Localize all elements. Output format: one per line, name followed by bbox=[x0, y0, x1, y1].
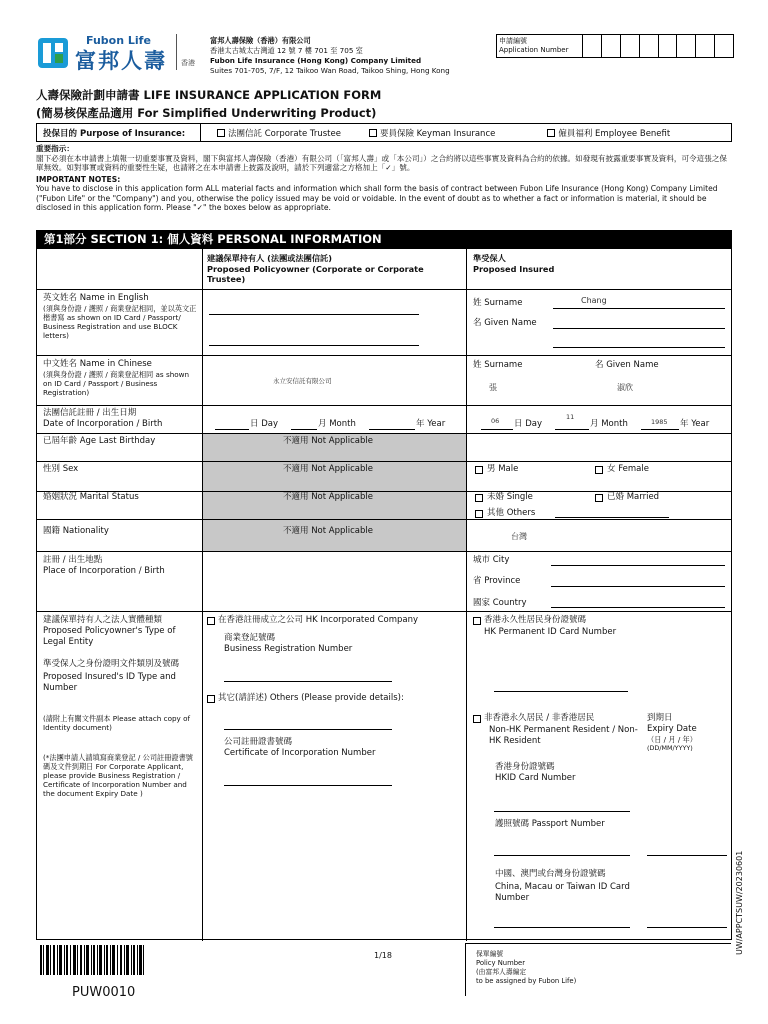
appno-digit-field[interactable] bbox=[640, 35, 659, 57]
checkbox[interactable] bbox=[475, 494, 483, 502]
owner-name-en-field-2[interactable] bbox=[209, 345, 419, 346]
owner-name-zh-value: 永立安信託有限公司 bbox=[273, 377, 332, 385]
checkbox[interactable] bbox=[595, 466, 603, 474]
age-label: 已屆年齡 Age Last Birthday bbox=[43, 436, 156, 446]
dob-label bbox=[43, 408, 199, 430]
marital-na-text: 不適用 Not Applicable bbox=[283, 492, 373, 502]
hk-incorporated-option[interactable] bbox=[207, 615, 418, 626]
owner-column-header bbox=[207, 253, 462, 285]
label-zh: 法團信託註冊 / 出生日期 bbox=[43, 408, 137, 418]
label-zh: 到期日 bbox=[647, 713, 673, 723]
surname-field[interactable] bbox=[553, 308, 725, 309]
purpose-option-corporate-trustee[interactable] bbox=[217, 127, 341, 139]
checkbox[interactable] bbox=[475, 466, 483, 474]
company-name-en: Fubon Life Insurance (Hong Kong) Company Limited bbox=[210, 56, 422, 65]
year-label: 年 Year bbox=[680, 419, 710, 429]
insured-day-value: 06 bbox=[491, 417, 500, 425]
month-label: 月 Month bbox=[318, 419, 356, 429]
label-en: Proposed Insured's ID Type and Number bbox=[43, 672, 176, 693]
option-label: 未婚 Single bbox=[487, 492, 533, 502]
section-1-header: 第1部分 SECTION 1: 個人資料 PERSONAL INFORMATION bbox=[36, 230, 732, 248]
notice-heading-en: IMPORTANT NOTES: bbox=[36, 174, 121, 184]
cmt-id-label bbox=[495, 869, 635, 904]
label: 英文姓名 Name in English bbox=[43, 293, 149, 303]
label: 中文姓名 Name in Chinese bbox=[43, 359, 152, 369]
checkbox[interactable] bbox=[473, 617, 481, 625]
application-number-box bbox=[496, 34, 734, 58]
option-label: 要員保險 Keyman Insurance bbox=[379, 128, 496, 139]
marital-others-option[interactable] bbox=[475, 508, 535, 519]
hk-permanent-option[interactable] bbox=[473, 615, 586, 626]
assigned-note-en: to be assigned by Fubon Life) bbox=[476, 977, 577, 985]
format-en: (DD/MM/YYYY) bbox=[647, 744, 693, 752]
province-label: 省 Province bbox=[473, 576, 521, 586]
expiry-date-label bbox=[647, 713, 697, 753]
owner-year-field[interactable] bbox=[369, 429, 415, 430]
insured-header-en: Proposed Insured bbox=[473, 263, 555, 274]
cmt-expiry-field[interactable] bbox=[647, 927, 727, 928]
company-address-en: Suites 701-705, 7/F, 12 Taikoo Wan Road, Taikoo Shing, Hong Kong bbox=[210, 66, 450, 75]
option-label: 其他 Others bbox=[487, 508, 536, 518]
insured-given-zh-value: 淑欣 bbox=[617, 383, 633, 392]
label-en: China, Macau or Taiwan ID Card Number bbox=[495, 882, 630, 903]
insured-month-field[interactable] bbox=[555, 429, 589, 430]
company-name-zh: 富邦人壽保險（香港）有限公司 bbox=[210, 36, 311, 45]
sex-na-text: 不適用 Not Applicable bbox=[283, 464, 373, 474]
owner-day-field[interactable] bbox=[215, 429, 249, 430]
sex-male-option[interactable] bbox=[475, 464, 518, 475]
others-detail-field[interactable] bbox=[224, 729, 392, 730]
surname-label: 姓 Surname bbox=[473, 298, 523, 308]
logo-text-en: Fubon Life bbox=[86, 34, 151, 47]
label-zh: 中國、澳門或台灣身份證號碼 bbox=[495, 869, 606, 879]
format-zh: （日 / 月 / 年） bbox=[647, 735, 697, 744]
marital-label: 婚姻狀況 Marital Status bbox=[43, 492, 139, 502]
insured-year-value: 1985 bbox=[651, 418, 668, 426]
policy-label-en: Policy Number bbox=[476, 959, 526, 967]
sex-label: 性別 Sex bbox=[43, 464, 79, 474]
note: (須與身份證 / 護照 / 商業登記相同，並以英文正楷書寫 as shown on ID Card / Passport/ Business Registration and use BLOCK letters) bbox=[43, 304, 197, 340]
label-zh: 建議保單持有人之法人實體種類 bbox=[43, 615, 163, 625]
year-label: 年 Year bbox=[416, 419, 446, 429]
logo-text-zh: 富邦人壽 bbox=[75, 48, 167, 73]
notice-heading-zh: 重要指示： bbox=[36, 144, 74, 153]
checkbox[interactable] bbox=[547, 129, 555, 137]
checkbox[interactable] bbox=[369, 129, 377, 137]
others-entity-option[interactable] bbox=[207, 693, 404, 704]
surname-zh-label: 姓 Surname bbox=[473, 360, 523, 370]
label-en: Place of Incorporation / Birth bbox=[43, 566, 165, 576]
day-label: 日 Day bbox=[250, 419, 278, 429]
label-en: Proposed Policyowner's Type of Legal Entity bbox=[43, 626, 176, 647]
insured-column-header bbox=[473, 253, 723, 274]
owner-header-zh: 建議保單持有人 (法團或法團信託) bbox=[207, 253, 332, 263]
nationality-label: 國籍 Nationality bbox=[43, 526, 109, 536]
non-hk-resident-option[interactable] bbox=[473, 713, 594, 724]
marital-others-field[interactable] bbox=[555, 517, 669, 518]
form-code: PUW0010 bbox=[72, 985, 136, 1000]
hkid-label bbox=[495, 762, 575, 784]
legal-entity-label bbox=[43, 615, 199, 648]
company-address-zh: 香港太古城太古灣道 12 號 7 樓 701 至 705 室 bbox=[210, 46, 363, 55]
label-en: Certificate of Incorporation Number bbox=[224, 748, 376, 758]
notice-body-en: You have to disclose in this application form ALL material facts and information which shall form the basis of contract between Fubon Life Insurance (Hong Kong) Company Limited ("Fubon Life" or the "Company") and you, otherwise the policy issued may be void or voidable. In the event of doubt as to whether a fact or information is material, it should be disclosed in this application form. Please "✓" the boxes below as appropriate. bbox=[36, 184, 718, 212]
fubon-logo-icon bbox=[38, 38, 68, 68]
passport-field[interactable] bbox=[494, 855, 630, 856]
label-zh: 香港身份證號碼 bbox=[495, 762, 555, 772]
personal-info-table bbox=[36, 248, 732, 940]
option-label: 法團信託 Corporate Trustee bbox=[228, 128, 341, 139]
checkbox[interactable] bbox=[595, 494, 603, 502]
form-title: 人壽保險計劃申請書 LIFE INSURANCE APPLICATION FORM bbox=[36, 88, 382, 102]
label-en: Expiry Date bbox=[647, 724, 697, 734]
appno-digit-field[interactable] bbox=[583, 35, 602, 57]
hk-permanent-label-en: HK Permanent ID Card Number bbox=[484, 627, 617, 637]
insured-header-zh: 準受保人 bbox=[473, 253, 506, 263]
sex-female-option[interactable] bbox=[595, 464, 649, 475]
option-label: 已婚 Married bbox=[607, 492, 660, 502]
country-field[interactable] bbox=[551, 607, 725, 608]
logo-region: 香港 bbox=[181, 59, 195, 67]
non-hk-resident-label-en: Non-HK Permanent Resident / Non-HK Resident bbox=[489, 725, 638, 746]
option-label: 男 Male bbox=[487, 464, 519, 474]
assigned-note-zh: (由富邦人壽編定 bbox=[476, 968, 527, 976]
purpose-of-insurance bbox=[36, 123, 732, 142]
given-name-field-2[interactable] bbox=[553, 347, 725, 348]
owner-name-en-field[interactable] bbox=[209, 314, 419, 315]
ci-number-field[interactable] bbox=[224, 785, 392, 786]
option-label: 女 Female bbox=[607, 464, 649, 474]
form-subtitle: (簡易核保產品適用 For Simplified Underwriting Product) bbox=[36, 106, 377, 120]
checkbox[interactable] bbox=[207, 617, 215, 625]
passport-expiry-field[interactable] bbox=[647, 855, 727, 856]
company-info bbox=[210, 36, 450, 76]
nationality-na-text: 不適用 Not Applicable bbox=[283, 526, 373, 536]
policy-label-zh: 保單編號 bbox=[476, 950, 504, 958]
checkbox[interactable] bbox=[217, 129, 225, 137]
important-notes bbox=[36, 144, 732, 213]
label-zh: 商業登記號碼 bbox=[224, 633, 276, 643]
option-label: 僱員福利 Employee Benefit bbox=[558, 128, 671, 139]
city-label: 城市 City bbox=[473, 555, 510, 565]
hkid-field[interactable] bbox=[494, 811, 630, 812]
insured-year-field[interactable] bbox=[641, 429, 679, 430]
marital-single-option[interactable] bbox=[475, 492, 533, 503]
label-zh: 註冊 / 出生地點 bbox=[43, 555, 103, 565]
place-label bbox=[43, 555, 199, 577]
notice-body-zh: 閣下必須在本申請書上填報一切重要事實及資料，閣下與富邦人壽保險（香港）有限公司（「富邦人壽」或「本公司」）之合約將以這些事實及資料為合約的依據。如發現有披露重要事實及資料，可令這張之保單無效。如對事實或資料的重要性生疑，也請將之在本申請書上披露及說明，請於下列適當之方格加上「✓」號。 bbox=[36, 153, 728, 172]
given-name-zh-label: 名 Given Name bbox=[595, 360, 659, 370]
month-label: 月 Month bbox=[590, 419, 628, 429]
br-number-label bbox=[224, 633, 352, 655]
province-field[interactable] bbox=[551, 586, 725, 587]
purpose-option-keyman[interactable] bbox=[369, 127, 495, 139]
marital-married-option[interactable] bbox=[595, 492, 659, 503]
option-label: 其它(請詳述) Others (Please provide details): bbox=[218, 693, 404, 703]
ci-number-label bbox=[224, 737, 375, 759]
name-zh-label bbox=[43, 359, 199, 397]
checkbox[interactable] bbox=[473, 715, 481, 723]
purpose-option-employee-benefit[interactable] bbox=[547, 127, 670, 139]
policy-number-box bbox=[465, 943, 731, 996]
label-en: Business Registration Number bbox=[224, 644, 353, 654]
br-number-field[interactable] bbox=[224, 681, 392, 682]
logo-divider bbox=[176, 34, 177, 70]
label-zh: 準受保人之身份證明文件類別及號碼 bbox=[43, 659, 180, 669]
hk-permanent-id-field[interactable] bbox=[494, 691, 628, 692]
purpose-label: 投保目的 Purpose of Insurance: bbox=[37, 124, 201, 141]
barcode-icon bbox=[40, 945, 144, 975]
appno-digit-field[interactable] bbox=[696, 35, 715, 57]
appno-digit-field[interactable] bbox=[677, 35, 696, 57]
appno-digit-field[interactable] bbox=[715, 35, 733, 57]
checkbox[interactable] bbox=[475, 510, 483, 518]
option-label: 在香港註冊成立之公司 HK Incorporated Company bbox=[218, 615, 419, 625]
appno-digit-field[interactable] bbox=[621, 35, 640, 57]
id-type-label bbox=[43, 659, 199, 694]
country-label: 國家 Country bbox=[473, 598, 527, 608]
note: (須與身份證 / 護照 / 商業登記相同 as shown on ID Card / Passport / Business Registration) bbox=[43, 370, 190, 397]
attach-note: (請附上有關文件副本 Please attach copy of Identity document) bbox=[43, 714, 191, 732]
owner-header-en: Proposed Policyowner (Corporate or Corporate Trustee) bbox=[207, 263, 424, 284]
application-number-label bbox=[497, 35, 583, 57]
surname-value: Chang bbox=[581, 296, 607, 305]
owner-month-field[interactable] bbox=[291, 429, 317, 430]
option-label: 非香港永久居民 / 非香港居民 bbox=[484, 713, 595, 723]
age-na-text: 不適用 Not Applicable bbox=[283, 436, 373, 446]
name-en-label bbox=[43, 293, 199, 340]
page-number: 1/18 bbox=[374, 951, 392, 960]
nationality-value: 台灣 bbox=[511, 532, 527, 541]
passport-label: 護照號碼 Passport Number bbox=[495, 819, 605, 829]
day-label: 日 Day bbox=[514, 419, 542, 429]
insured-day-field[interactable] bbox=[481, 429, 513, 430]
option-label: 香港永久性居民身份證號碼 bbox=[484, 615, 587, 625]
given-name-field[interactable] bbox=[553, 328, 725, 329]
given-name-label: 名 Given Name bbox=[473, 318, 537, 328]
appno-label-zh: 申請編號 bbox=[499, 37, 527, 45]
label-en: HKID Card Number bbox=[495, 773, 576, 783]
appno-digit-field[interactable] bbox=[659, 35, 678, 57]
checkbox[interactable] bbox=[207, 695, 215, 703]
appno-digit-field[interactable] bbox=[602, 35, 621, 57]
label-zh: 公司註冊證書號碼 bbox=[224, 737, 293, 747]
appno-label-en: Application Number bbox=[499, 46, 569, 54]
corporate-note: (*法團申請人請填寫商業登記 / 公司註冊證書號碼及文件到期日 For Corporate Applicant, please provide Business Registration / Certificate of Incorporation Number and the document Expiry Date ) bbox=[43, 753, 193, 798]
side-version-code: UW/APPCTSUW/20230601 bbox=[735, 850, 744, 955]
label-en: Date of Incorporation / Birth bbox=[43, 419, 163, 429]
insured-month-value: 11 bbox=[566, 413, 575, 421]
city-field[interactable] bbox=[551, 565, 725, 566]
insured-surname-zh-value: 張 bbox=[489, 383, 497, 392]
cmt-id-field[interactable] bbox=[494, 927, 630, 928]
